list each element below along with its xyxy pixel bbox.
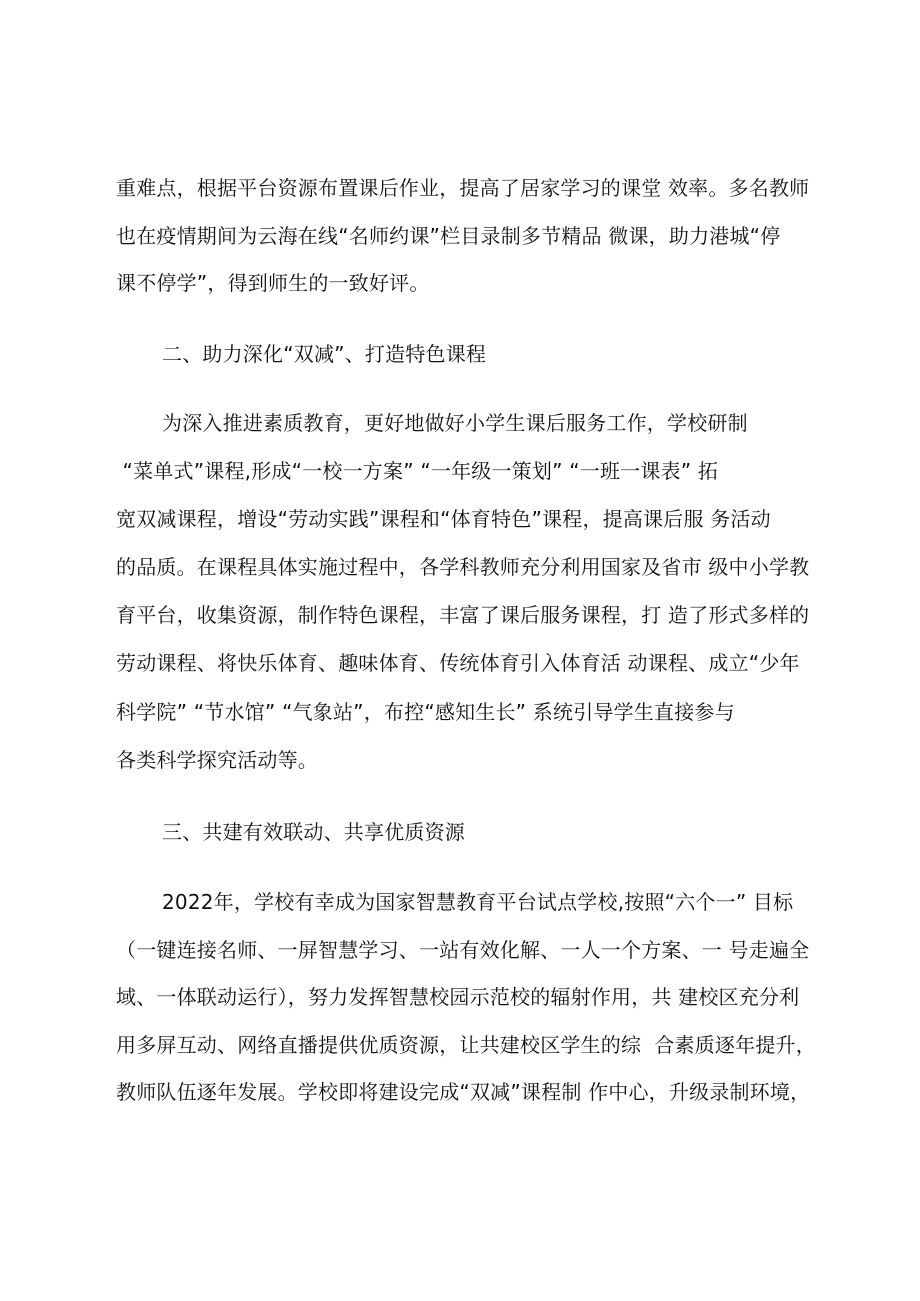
paragraph-line: 2022年，学校有幸成为国家智慧教育平台试点学校,按照“六个一” 目标 (162, 890, 794, 914)
paragraph-line: 域、一体联动运行），努力发挥智慧校园示范校的辐射作用，共 建校区充分利 (116, 985, 800, 1009)
paragraph-line: 用多屏互动、网络直播提供优质资源，让共建校区学生的综 合素质逐年提升， (116, 1033, 816, 1057)
section-heading: 三、共建有效联动、共享优质资源 (162, 820, 465, 844)
paragraph-line: 重难点，根据平台资源布置课后作业，提高了居家学习的课堂 效率。多名教师 (116, 176, 810, 200)
paragraph-line: 的品质。在课程具体实施过程中，各学科教师充分利用国家及省市 级中小学教 (116, 555, 810, 579)
paragraph-line: 教师队伍逐年发展。学校即将建设完成“双减”课程制 作中心，升级录制环境， (116, 1080, 811, 1104)
paragraph-line: 课不停学”，得到师生的一致好评。 (116, 271, 430, 295)
paragraph-line: 劳动课程、将快乐体育、趣味体育、传统体育引入体育活 动课程、成立“少年 (116, 651, 800, 675)
paragraph-line: （一键连接名师、一屏智慧学习、一站有效化解、一人一个方案、一 号走遍全 (116, 938, 810, 962)
paragraph-line: 科学院” “节水馆” “气象站”，布控“感知生长” 系统引导学生直接参与 (116, 700, 735, 724)
paragraph-line: “菜单式”课程,形成“一校一方案” “一年级一策划” “一班一课表” 拓 (116, 459, 719, 483)
section-heading: 二、助力深化“双减”、打造特色课程 (162, 342, 487, 366)
paragraph-line: 宽双减课程，增设“劳动实践”课程和“体育特色”课程，提高课后服 务活动 (116, 507, 771, 531)
paragraph-line: 育平台，收集资源，制作特色课程，丰富了课后服务课程，打 造了形式多样的 (116, 603, 810, 627)
paragraph-line: 为深入推进素质教育，更好地做好小学生课后服务工作，学校研制 (162, 411, 748, 435)
paragraph-line: 也在疫情期间为云海在线“名师约课”栏目录制多节精品 微课，助力港城“停 (116, 224, 781, 248)
paragraph-line: 各类科学探究活动等。 (116, 748, 318, 772)
